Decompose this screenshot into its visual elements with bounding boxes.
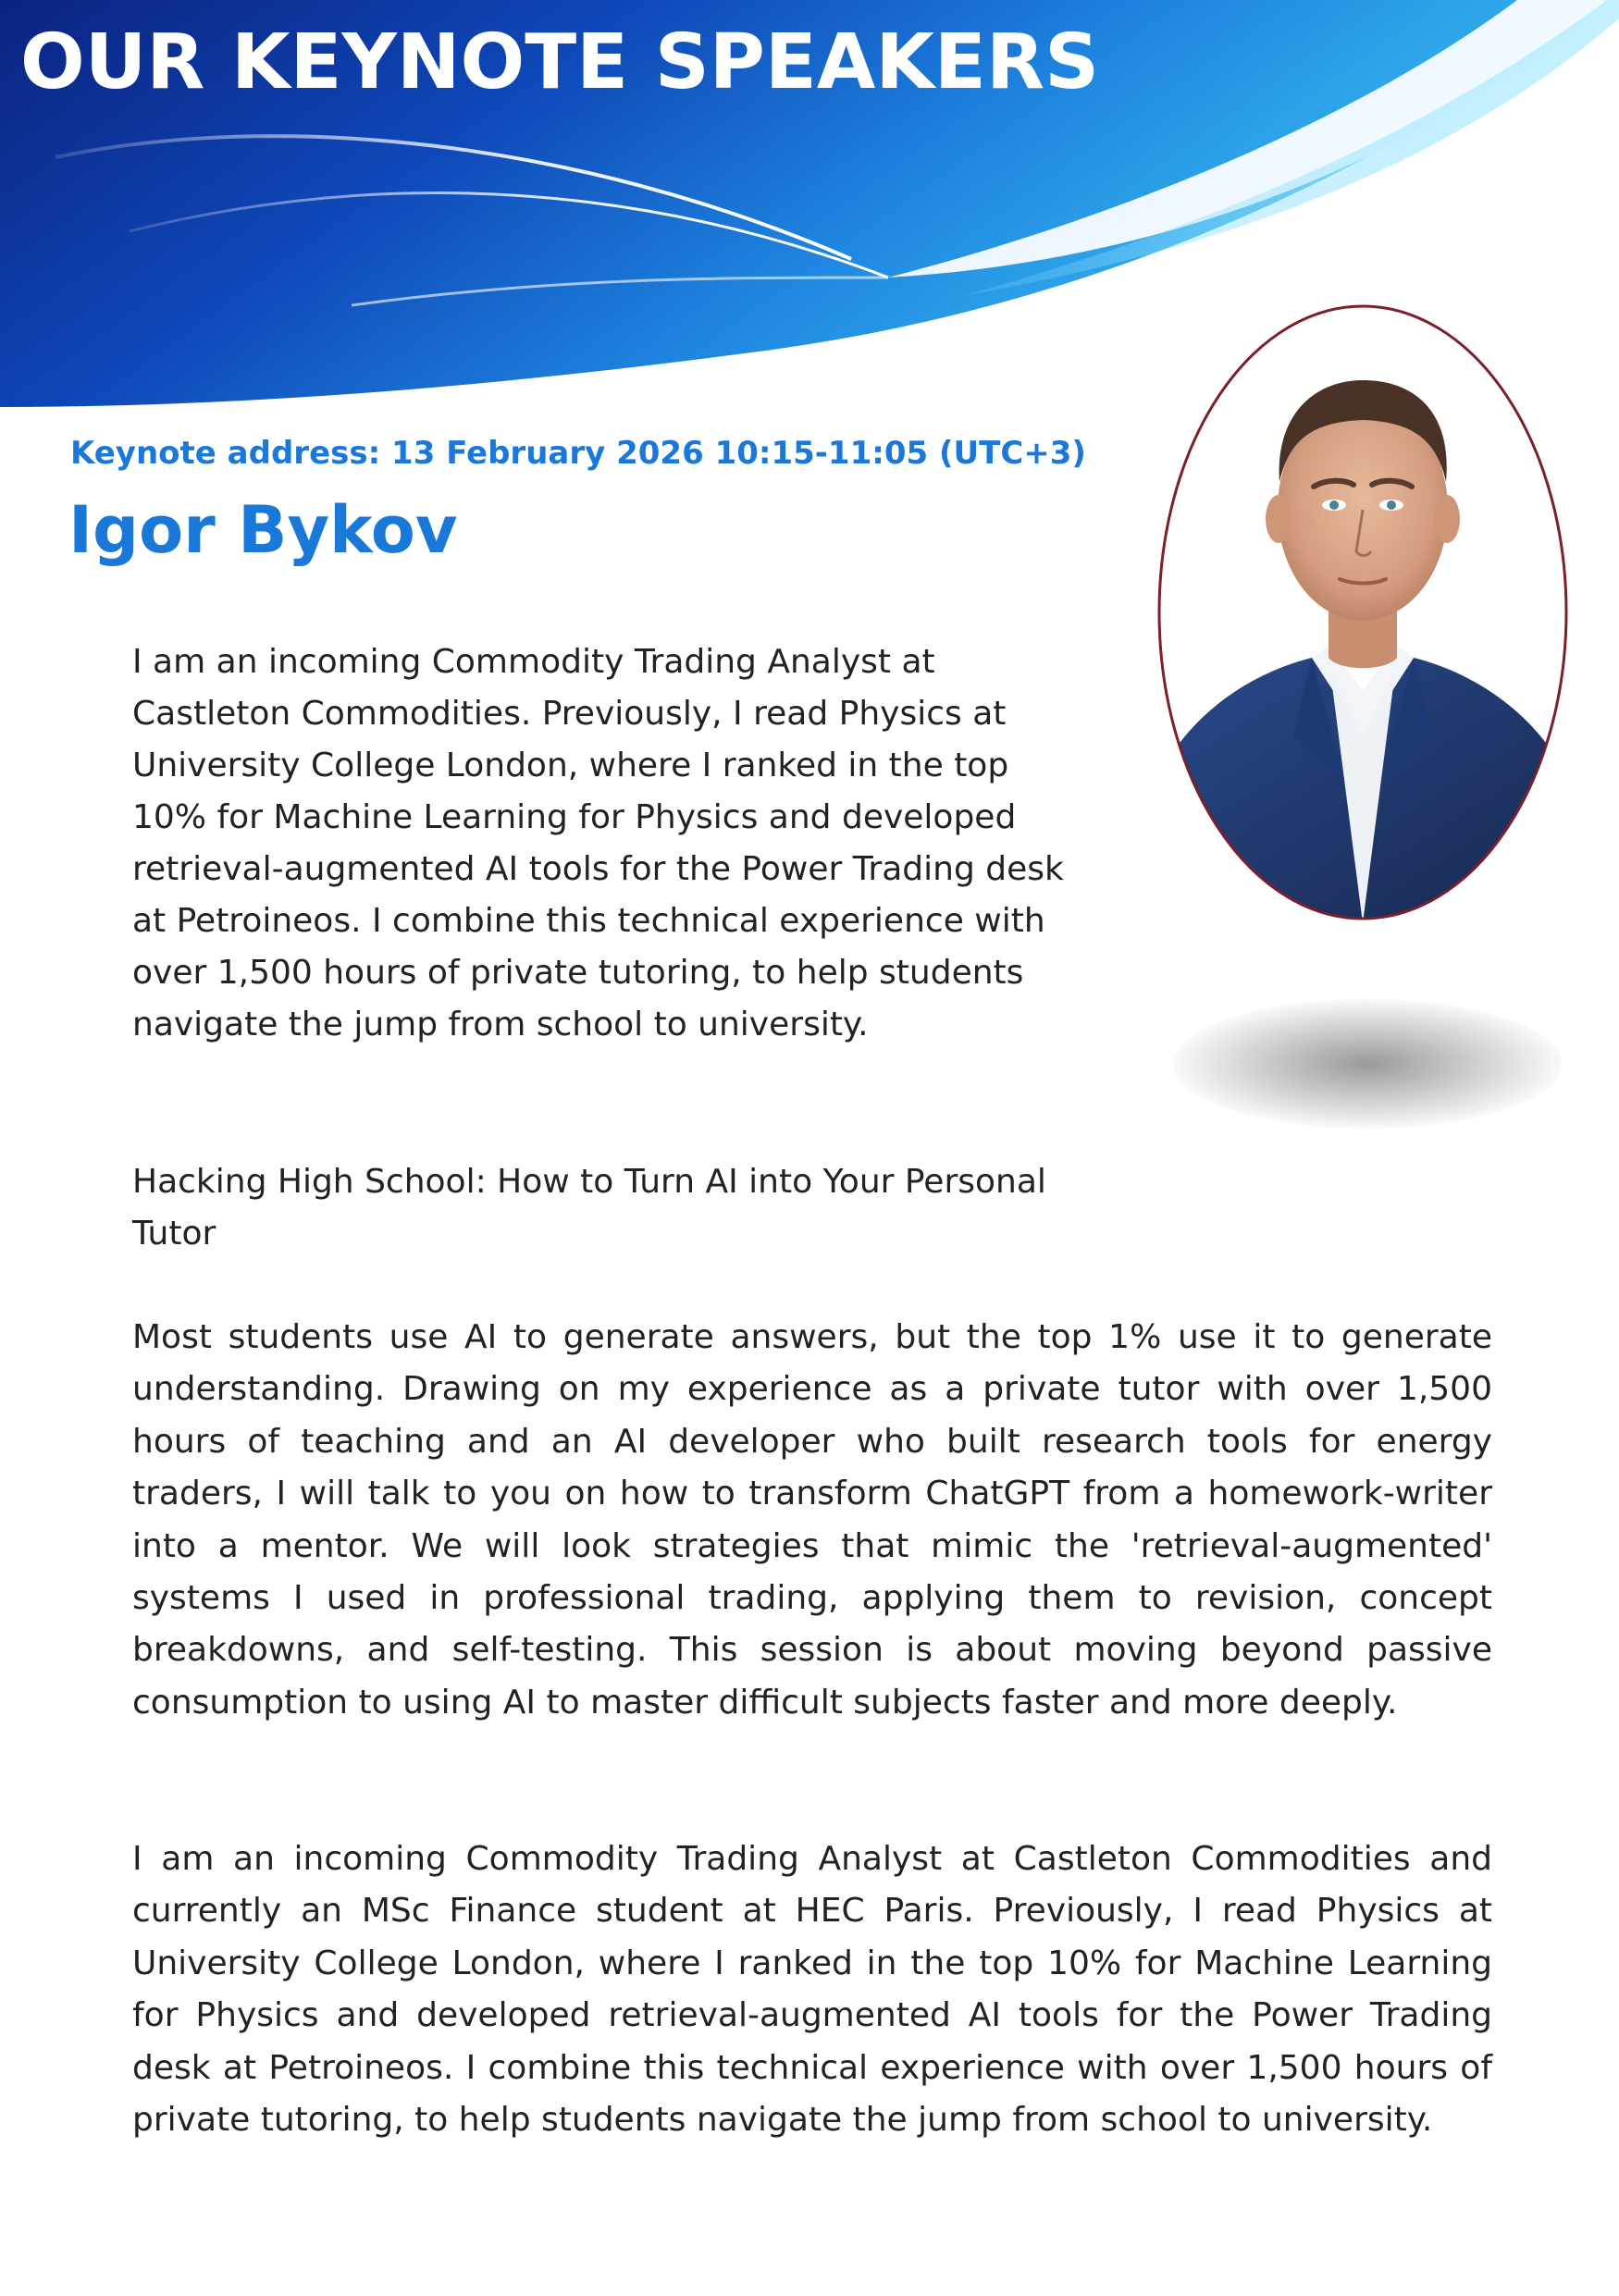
speaker-portrait <box>1155 302 1571 923</box>
talk-abstract: Most students use AI to generate answers, but the top 1% use it to generate understanding. Drawing on my experience as a private tutor with over 1,500 hours of teaching and an AI developer who built research tools for energy traders, I will talk to you on how to transform ChatGPT from a homework-writer into a mentor. We will look strategies that mimic the 'retrieval-augmented' systems I used in professional trading, applying them to revision, concept breakdowns, and self-testing. This session is about moving beyond passive consumption to using AI to master difficult subjects faster and more deeply. <box>132 1318 1492 1722</box>
speaker-bio-short: I am an incoming Commodity Trading Analyst at Castleton Commodities. Previously, I read Physics at University College London, where I ranked in the top 10% for Machine Learning for Physics and developed retrieval-augmented AI tools for the Power Trading desk at Petroineos. I combine this technical experience with over 1,500 hours of private tutoring, to help students navigate the jump from school to university. <box>132 643 1064 1043</box>
talk-title: Hacking High School: How to Turn AI into Your Personal Tutor <box>132 1163 1046 1253</box>
speaker-name: Igor Bykov <box>68 492 458 568</box>
speaker-bio-long: I am an incoming Commodity Trading Analyst at Castleton Commodities and currently an MSc Finance student at HEC Paris. Previously, I read Physics at University College London, where I ranked in the top 10% for Machine Learning for Physics and developed retrieval-augmented AI tools for the Power Trading desk at Petroineos. I combine this technical experience with over 1,500 hours of private tutoring, to help students navigate the jump from school to university. <box>132 1840 1492 2140</box>
keynote-time: Keynote address: 13 February 2026 10:15-11:05 (UTC+3) <box>70 435 1086 472</box>
portrait-shadow <box>1173 999 1562 1129</box>
page-title: OUR KEYNOTE SPEAKERS <box>20 19 1100 106</box>
